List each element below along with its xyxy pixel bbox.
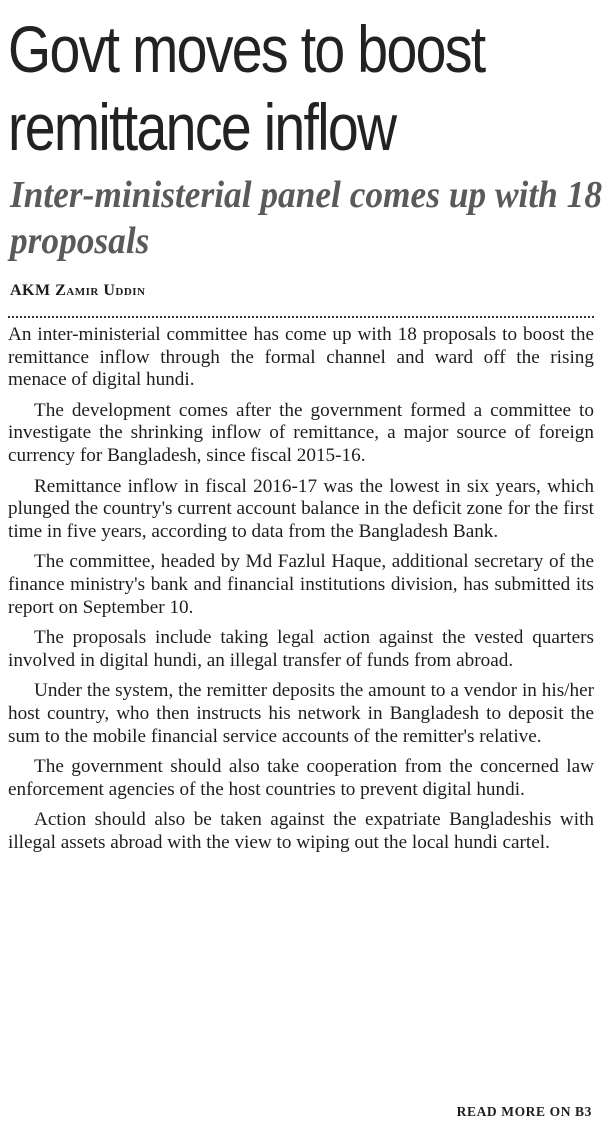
paragraph: An inter-ministerial committee has come up with 18 proposals to boost the remittance inflow through the formal channel and ward off the rising menace of digital hundi. bbox=[8, 324, 594, 391]
paragraph: Under the system, the remitter deposits the amount to a vendor in his/her host country, who then instructs his network in Bangladesh to deposit the sum to the mobile financial service accounts of the remitter's relative. bbox=[8, 680, 594, 747]
paragraph: The proposals include taking legal action against the vested quarters involved in digital hundi, an illegal transfer of funds from abroad. bbox=[8, 627, 594, 671]
headline: Govt moves to boost remittance inflow bbox=[8, 12, 485, 164]
subheadline: Inter-ministerial panel comes up with 18 proposals bbox=[10, 174, 603, 262]
paragraph: The development comes after the government formed a committee to investigate the shrinking inflow of remittance, a major source of foreign currency for Bangladesh, since fiscal 2015-16. bbox=[8, 399, 594, 466]
paragraph: The committee, headed by Md Fazlul Haque, additional secretary of the finance ministry's bank and financial institutions division, has submitted its report on September 10. bbox=[8, 551, 594, 618]
news-article bbox=[8, 0, 603, 862]
article-body bbox=[8, 324, 594, 854]
paragraph: The government should also take cooperation from the concerned law enforcement agencies of the host countries to prevent digital hundi. bbox=[8, 756, 594, 800]
dotted-divider bbox=[8, 316, 594, 318]
paragraph: Action should also be taken against the expatriate Bangladeshis with illegal assets abroad with the view to wiping out the local hundi cartel. bbox=[8, 809, 594, 853]
read-more-link[interactable]: READ MORE ON B3 bbox=[456, 1104, 592, 1119]
paragraph: Remittance inflow in fiscal 2016-17 was the lowest in six years, which plunged the country's current account balance in the deficit zone for the first time in five years, according to data from the Bangladesh Bank. bbox=[8, 475, 594, 542]
byline: AKM Zamir Uddin bbox=[10, 282, 146, 299]
